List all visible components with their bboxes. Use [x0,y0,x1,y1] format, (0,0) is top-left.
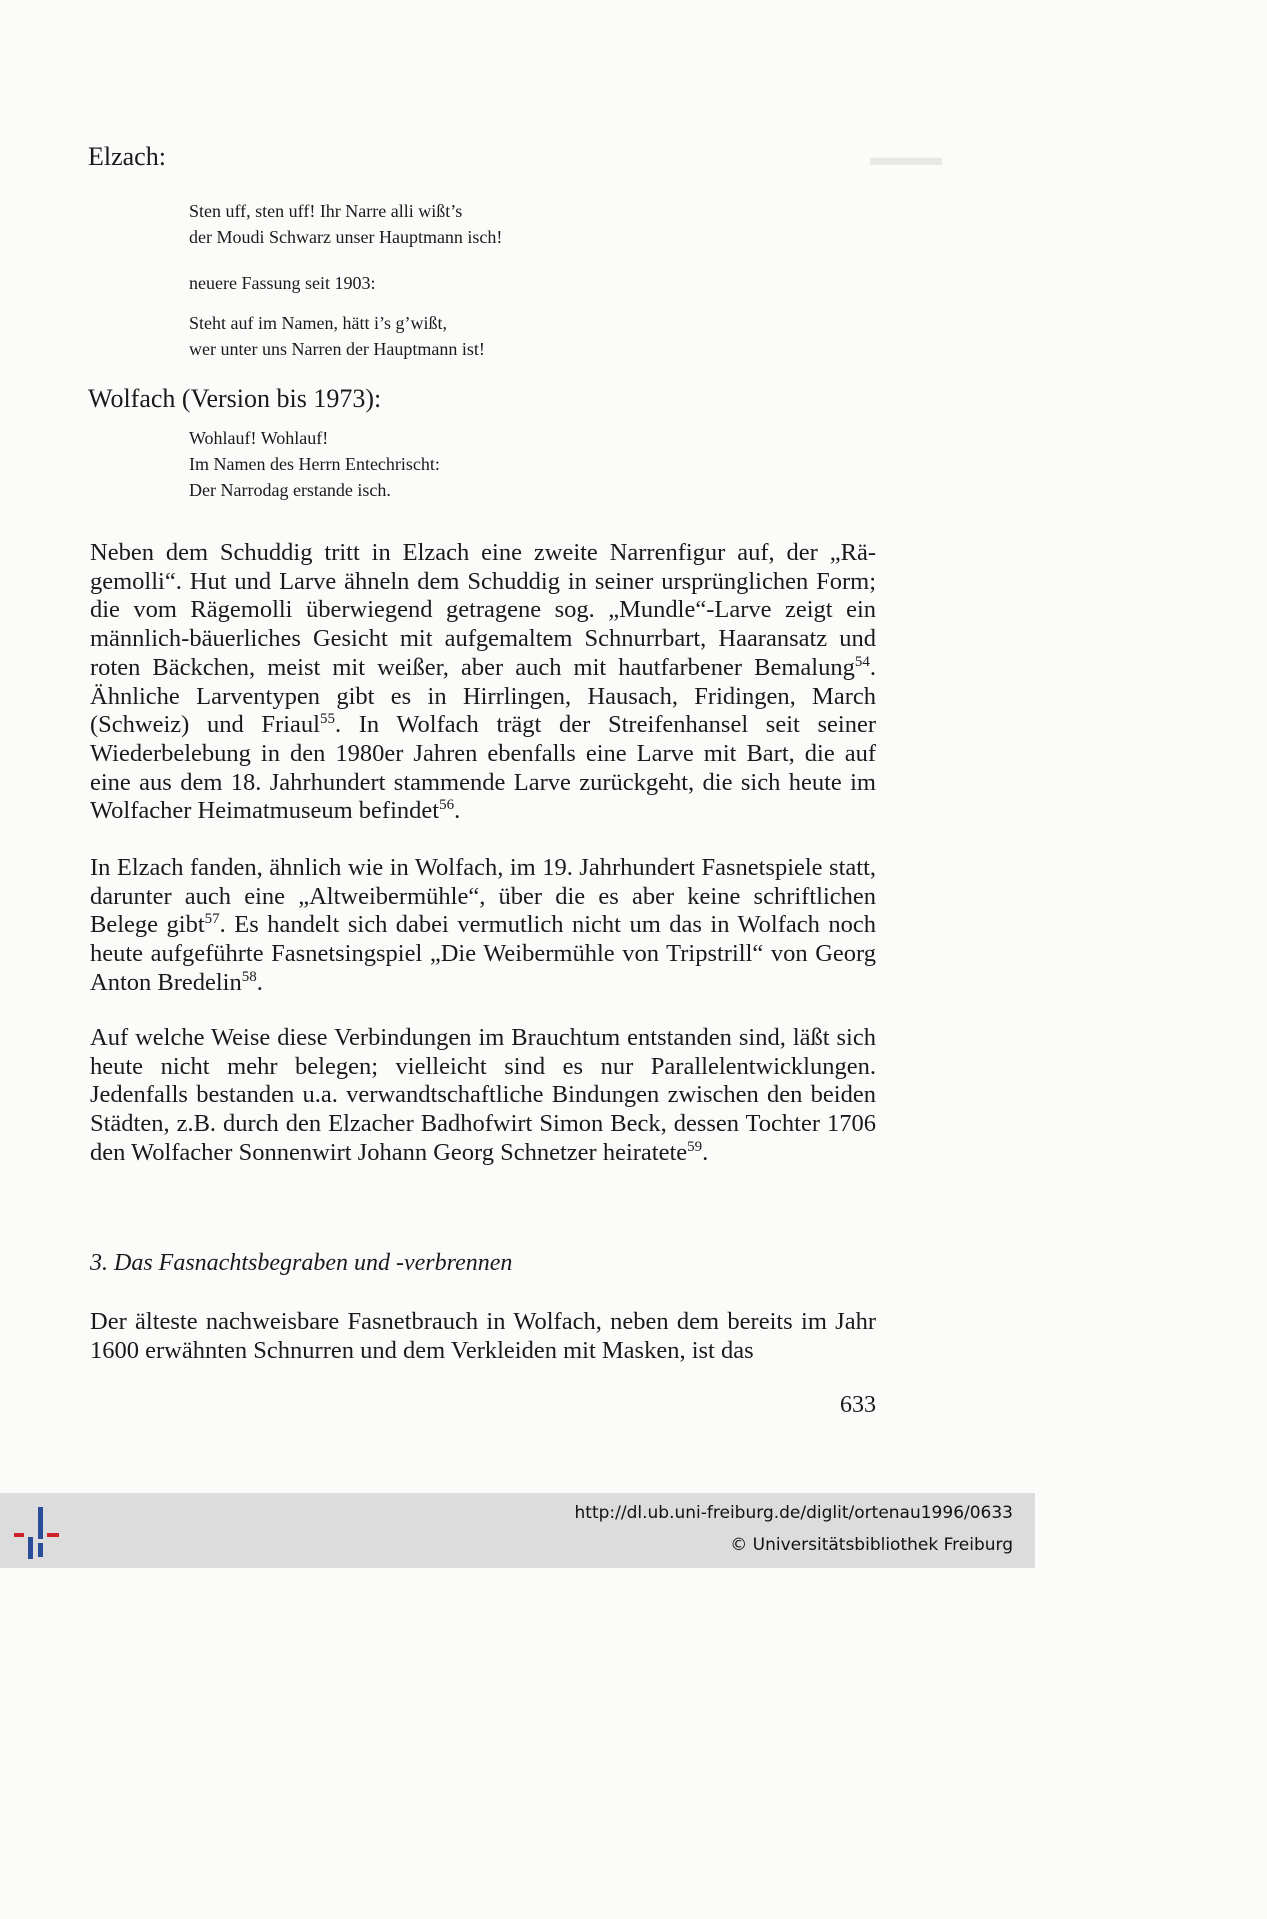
footnote-ref: 59 [687,1138,703,1155]
footnote-ref: 57 [204,911,220,928]
paragraph-verbindungen: Auf welche Weise diese Verbindungen im Brauchtum entstanden sind, läßt sich heute nicht mehr belegen; vielleicht sind es nur Parallelentwicklungen. Jedenfalls bestanden u.a. verwandtschaftliche Bindungen zwischen den beiden Städten, z.B. durch den Elzacher Badhofwirt Simon Beck, dessen Tochter 1706 den Wolfacher Sonnenwirt Johann Georg Schnetzer heiratete$^{59}$. [90,1024,876,1166]
verse-line: der Moudi Schwarz unser Hauptmann isch! [189,227,503,247]
verse-elzach-new [189,310,485,362]
verse-elzach-old [189,198,502,250]
heading-wolfach: Wolfach (Version bis 1973): [88,384,382,413]
verse-line: Steht auf im Namen, hätt i’s g’wißt, [189,313,447,333]
permalink-url[interactable]: http://dl.ub.uni-freiburg.de/diglit/ortenau1996/0633 [574,1503,1013,1523]
verse-wolfach [189,425,440,503]
bleed-through-decoration: ▬▬▬ [870,145,942,171]
verse-line: Im Namen des Herrn Entechrischt: [189,454,440,474]
heading-elzach: Elzach: [88,142,166,171]
verse-line: Sten uff, sten uff! Ihr Narre alli wißt’s [189,201,463,221]
verse-line: wer unter uns Narren der Hauptmann ist! [189,339,485,359]
verse-line: Wohlauf! Wohlauf! [189,428,329,448]
footnote-ref: 56 [439,797,455,814]
paragraph-fasnetbrauch: Der älteste nachweisbare Fasnetbrauch in Wolfach, neben dem bereits im Jahr 1600 erwähnten Schnurren und dem Verkleiden mit Masken, ist das [90,1308,876,1364]
footnote-ref: 54 [854,653,870,670]
footnote-ref: 58 [241,968,257,985]
page-number: 633 [840,1392,876,1418]
paragraph-fasnetspiele: In Elzach fanden, ähnlich wie in Wolfach, im 19. Jahrhundert Fasnetspiele statt, darunter auch eine „Altweibermühle“, über die es aber keine schriftlichen Belege gibt$^{57}$. Es handelt sich dabei vermutlich nicht um das in Wolfach noch heute aufgeführte Fasnetsingspiel „Die Weibermühle von Tripstrill“ von Georg Anton Bredelin$^{58}$. [90,854,877,996]
verse-line: Der Narrodag erstande isch. [189,480,391,500]
footer-bar [0,1493,1035,1568]
footnote-ref: 55 [319,711,335,728]
section-title: 3. Das Fasnachtsbegraben und -verbrennen [90,1250,513,1276]
version-label: neuere Fassung seit 1903: [189,273,376,293]
paragraph-raegemolli: Neben dem Schuddig tritt in Elzach eine zweite Narrenfigur auf, der „Rägemolli“. Hut und Larve ähneln dem Schuddig in seiner ursprünglichen Form; die vom Rägemolli überwiegend getragene sog. „Mundle“-Larve zeigt ein männlich-bäuerliches Gesicht mit aufgemaltem Schnurrbart, Haaransatz und roten Bäckchen, meist mit weißer, aber auch mit hautfarbener Bemalung$^{54}$. Ähnliche Larventypen gibt es in Hirrlingen, Hausach, Fridingen, March (Schweiz) und Friaul$^{55}$. In Wolfach trägt der Streifenhansel seit seiner Wiederbelebung in den 1980er Jahren ebenfalls eine Larve mit Bart, die auf eine aus dem 18. Jahrhundert stammende Larve zurückgeht, die sich heute im Wolfacher Heimatmuseum befindet$^{56}$. [90,539,876,825]
copyright-notice: © Universitätsbibliothek Freiburg [730,1535,1013,1555]
verse-version-label [189,270,375,296]
ub-freiburg-logo-icon [14,1503,66,1561]
